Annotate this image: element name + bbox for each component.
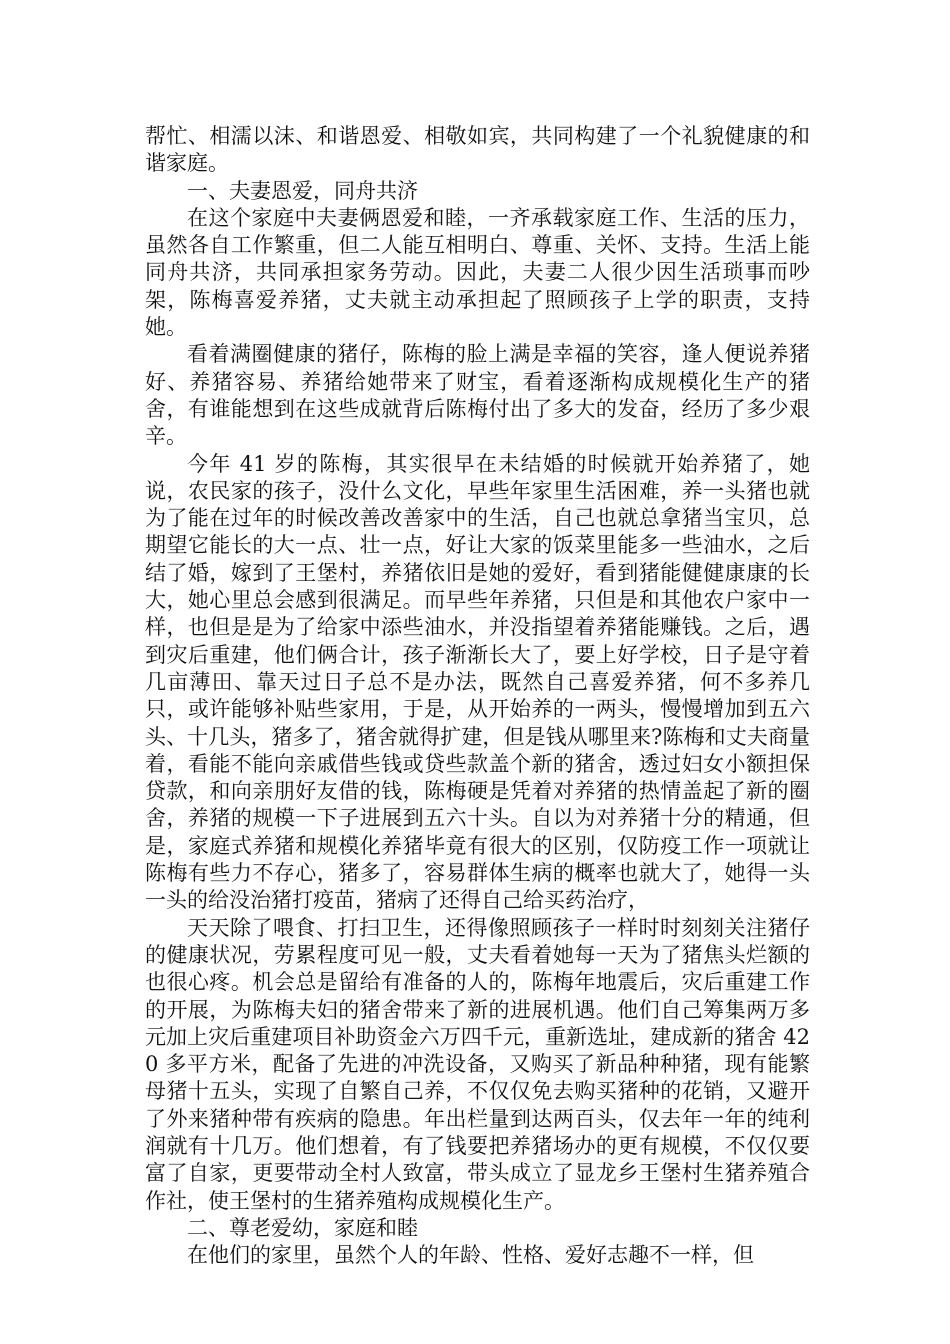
section-heading-1: 一、夫妻恩爱，同舟共济 — [187, 178, 418, 203]
paragraph: 在他们的家里，虽然个人的年龄、性格、爱好志趣不一样，但 — [187, 1243, 754, 1268]
paragraph-continued: 帮忙、相濡以沫、和谐恩爱、相敬如宾，共同构建了一个礼貌健康的和谐家庭。 — [145, 124, 810, 176]
paragraph: 今年 41 岁的陈梅，其实很早在未结婚的时候就开始养猪了，她说，农民家的孩子，没什么文化，早些年家里生活困难，养一头猪也就为了能在过年的时候改善改善家中的生活，自己也就总拿猪当宝贝，总期望它能长的大一点、壮一点，好让大家的饭菜里能多一些油水，之后结了婚，嫁到了王堡村，养猪依旧是她的爱好，看到猪能健健康康的长大，她心里总会感到很满足。而早些年养猪，只但是和其他农户家中一样，也但是是为了给家中添些油水，并没指望着养猪能赚钱。之后，遇到灾后重建，他们俩合计，孩子渐渐长大了，要上好学校，日子是守着几亩薄田、靠天过日子总不是办法，既然自己喜爱养猪，何不多养几只，或许能够补贴些家用，于是，从开始养的一两头，慢慢增加到五六头、十几头，猪多了，猪舍就得扩建，但是钱从哪里来?陈梅和丈夫商量着，看能不能向亲戚借些钱或贷些款盖个新的猪舍，透过妇女小额担保贷款，和向亲朋好友借的钱，陈梅硬是凭着对养猪的热情盖起了新的圈舍，养猪的规模一下子进展到五六十头。自以为对养猪十分的精通，但是，家庭式养猪和规模化养猪毕竟有很大的区别，仅防疫工作一项就让陈梅有些力不存心，猪多了，容易群体生病的概率也就大了，她得一头一头的给没治猪打疫苗，猪病了还得自己给买药治疗， — [145, 451, 810, 913]
paragraph: 在这个家庭中夫妻俩恩爱和睦，一齐承载家庭工作、生活的压力，虽然各自工作繁重，但二人能互相明白、尊重、关怀、支持。生活上能同舟共济，共同承担家务劳动。因此，夫妻二人很少因生活琐事而吵架，陈梅喜爱养猪，丈夫就主动承担起了照顾孩子上学的职责，支持她。 — [145, 205, 810, 340]
body-text — [145, 123, 810, 1269]
paragraph: 看着满圈健康的猪仔，陈梅的脸上满是幸福的笑容，逢人便说养猪好、养猪容易、养猪给她带来了财宝，看着逐渐构成规模化生产的猪舍，有谁能想到在这些成就背后陈梅付出了多大的发奋，经历了多少艰辛。 — [145, 342, 810, 449]
paragraph: 天天除了喂食、打扫卫生，还得像照顾孩子一样时时刻刻关注猪仔的健康状况，劳累程度可见一般，丈夫看着她每一天为了猪焦头烂额的也很心疼。机会总是留给有准备的人的，陈梅年地震后，灾后重建工作的开展，为陈梅夫妇的猪舍带来了新的进展机遇。他们自己筹集两万多元加上灾后重建项目补助资金六万四千元，重新选址，建成新的猪舍 420 多平方米，配备了先进的冲洗设备，又购买了新品种种猪，现有能繁母猪十五头，实现了自繁自己养，不仅仅免去购买猪种的花销，又避开了外来猪种带有疾病的隐患。年出栏量到达两百头，仅去年一年的纯利润就有十几万。他们想着，有了钱要把养猪场办的更有规模，不仅仅要富了自家，更要带动全村人致富，带头成立了显龙乡王堡村生猪养殖合作社，使王堡村的生猪养殖构成规模化生产。 — [145, 915, 810, 1213]
section-heading-2: 二、尊老爱幼，家庭和睦 — [187, 1215, 418, 1240]
